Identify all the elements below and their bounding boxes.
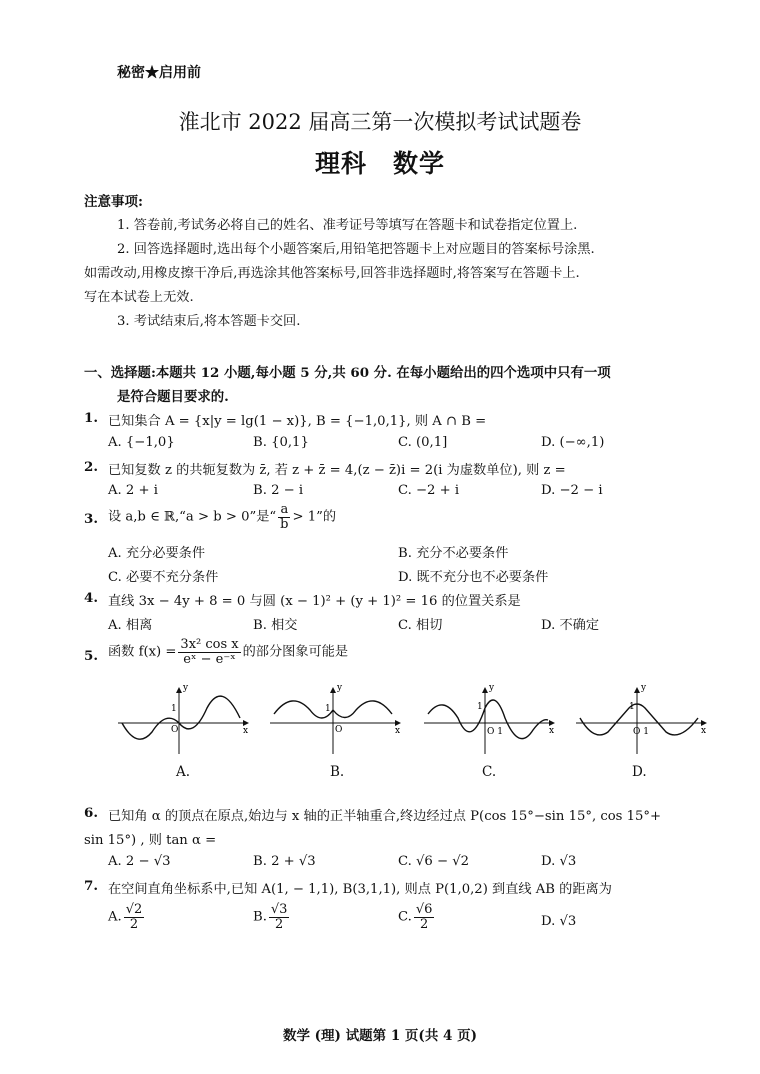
fraction <box>278 503 290 531</box>
option-a: A. 充分必要条件 <box>108 546 206 561</box>
tick-label: 1 <box>171 704 177 714</box>
graph-caption: A. <box>176 764 191 780</box>
question-5-stem-b: 的部分图象可能是 <box>242 644 349 660</box>
section-heading-cont: 是符合题目要求的. <box>117 389 229 405</box>
graph-caption: C. <box>482 764 497 780</box>
question-3-stem-b: > 1”的 <box>292 509 337 525</box>
confidential-label: 秘密★启用前 <box>117 65 201 81</box>
x-axis-label: x <box>395 726 401 736</box>
fraction-numerator: a <box>280 502 289 517</box>
option-b: B. 充分不必要条件 <box>398 546 509 561</box>
option-a: A. 2 + i <box>108 483 158 498</box>
question-number: 2. <box>84 459 98 475</box>
question-number: 7. <box>84 878 98 894</box>
option-d: D. −2 − i <box>541 483 603 498</box>
graph-a <box>118 683 248 754</box>
x-axis-label: x <box>243 726 249 736</box>
origin-label: O 1 <box>487 727 503 737</box>
fraction-denominator: b <box>280 516 289 532</box>
notice-item-1: 1. 答卷前,考试务必将自己的姓名、准考证号等填写在答题卡和试卷指定位置上. <box>117 218 578 233</box>
graph-b <box>270 683 400 754</box>
option-a <box>108 903 146 931</box>
notice-heading: 注意事项: <box>84 194 143 210</box>
option-d: D. 既不充分也不必要条件 <box>398 570 549 585</box>
x-axis-label: x <box>701 726 707 736</box>
option-c: C. √6 − √2 <box>398 854 470 869</box>
graph-caption: B. <box>330 764 345 780</box>
question-number: 6. <box>84 805 98 821</box>
fraction-numerator: 3x² cos x <box>180 637 239 652</box>
option-c: C. −2 + i <box>398 483 460 498</box>
option-b <box>253 903 291 931</box>
fraction-denominator: 2 <box>419 916 429 932</box>
y-axis-label: y <box>337 683 343 693</box>
question-4-stem: 直线 3x − 4y + 8 = 0 与圆 (x − 1)² + (y + 1)² = 16 的位置关系是 <box>108 594 521 609</box>
option-b: B. 2 + √3 <box>253 854 316 869</box>
option-a: A. 2 − √3 <box>108 854 171 869</box>
graph-caption: D. <box>632 764 647 780</box>
option-b: B. {0,1} <box>253 435 309 450</box>
question-number: 3. <box>84 511 98 527</box>
y-axis-label: y <box>641 683 647 693</box>
question-1-stem: 已知集合 A = {x|y = lg(1 − x)}, B = {−1,0,1}, 则 A ∩ B = <box>108 414 487 429</box>
fraction <box>124 903 145 931</box>
option-c: C. 相切 <box>398 618 443 633</box>
question-6-stem: 已知角 α 的顶点在原点,始边与 x 轴的正半轴重合,终边经过点 P(cos 15°−sin 15°, cos 15°+ <box>108 809 662 824</box>
function-graphs <box>0 680 760 760</box>
section-heading: 一、选择题:本题共 12 小题,每小题 5 分,共 60 分. 在每小题给出的四个选项中只有一项 <box>84 365 611 381</box>
graph-c <box>424 683 554 754</box>
option-a-label: A. <box>108 909 122 925</box>
page-footer: 数学 (理) 试题第 1 页(共 4 页) <box>282 1028 478 1044</box>
fraction-numerator: √3 <box>270 902 288 917</box>
question-5-stem-a: 函数 f(x) = <box>108 644 177 660</box>
option-d: D. √3 <box>541 914 577 929</box>
option-a: A. {−1,0} <box>108 435 175 450</box>
question-3-stem-a: 设 a,b ∈ ℝ,“a > b > 0”是“ <box>108 509 277 525</box>
question-2-stem: 已知复数 z 的共轭复数为 z̄, 若 z + z̄ = 4,(z − z̄)i = 2(i 为虚数单位), 则 z = <box>108 463 566 478</box>
fraction-denominator: 2 <box>275 916 284 932</box>
option-c-label: C. <box>398 909 412 925</box>
origin-label: O 1 <box>633 727 649 737</box>
question-6-stem-cont: sin 15°) , 则 tan α = <box>84 833 217 848</box>
option-d: D. √3 <box>541 854 577 869</box>
question-number: 1. <box>84 410 98 426</box>
tick-label: 1 <box>325 704 331 714</box>
question-5-stem <box>108 638 348 666</box>
question-3-stem <box>108 503 336 531</box>
option-c: C. (0,1] <box>398 435 448 450</box>
notice-item-3: 3. 考试结束后,将本答题卡交回. <box>117 314 301 329</box>
y-axis-label: y <box>183 683 189 693</box>
notice-item-2-cont: 如需改动,用橡皮擦干净后,再选涂其他答案标号,回答非选择题时,将答案写在答题卡上. <box>84 266 580 281</box>
option-b: B. 2 − i <box>253 483 304 498</box>
x-axis-label: x <box>549 726 555 736</box>
tick-label: 1 <box>629 702 635 712</box>
notice-item-2: 2. 回答选择题时,选出每个小题答案后,用铅笔把答题卡上对应题目的答案标号涂黑. <box>117 242 595 257</box>
fraction-numerator: √2 <box>125 902 143 917</box>
question-7-stem: 在空间直角坐标系中,已知 A(1, − 1,1), B(3,1,1), 则点 P(1,0,2) 到直线 AB 的距离为 <box>108 882 612 897</box>
tick-label: 1 <box>477 702 483 712</box>
question-number: 5. <box>84 648 98 664</box>
fraction <box>414 903 435 931</box>
y-axis-label: y <box>489 683 495 693</box>
option-a: A. 相离 <box>108 618 153 633</box>
option-b-label: B. <box>253 909 267 925</box>
option-b: B. 相交 <box>253 618 298 633</box>
option-c <box>398 903 436 931</box>
fraction <box>269 903 290 931</box>
fraction-denominator: eˣ − e⁻ˣ <box>183 651 236 667</box>
notice-item-2-end: 写在本试卷上无效. <box>84 290 194 305</box>
exam-title: 淮北市 2022 届高三第一次模拟考试试题卷 <box>178 110 582 134</box>
exam-subject: 理科 数学 <box>314 149 445 178</box>
fraction <box>178 638 240 666</box>
fraction-denominator: 2 <box>129 916 139 932</box>
question-number: 4. <box>84 590 98 606</box>
option-d: D. 不确定 <box>541 618 600 633</box>
origin-label: O <box>171 725 179 735</box>
option-c: C. 必要不充分条件 <box>108 570 219 585</box>
option-d: D. (−∞,1) <box>541 435 605 450</box>
fraction-numerator: √6 <box>415 902 433 917</box>
origin-label: O <box>335 725 343 735</box>
graph-d <box>576 683 706 754</box>
